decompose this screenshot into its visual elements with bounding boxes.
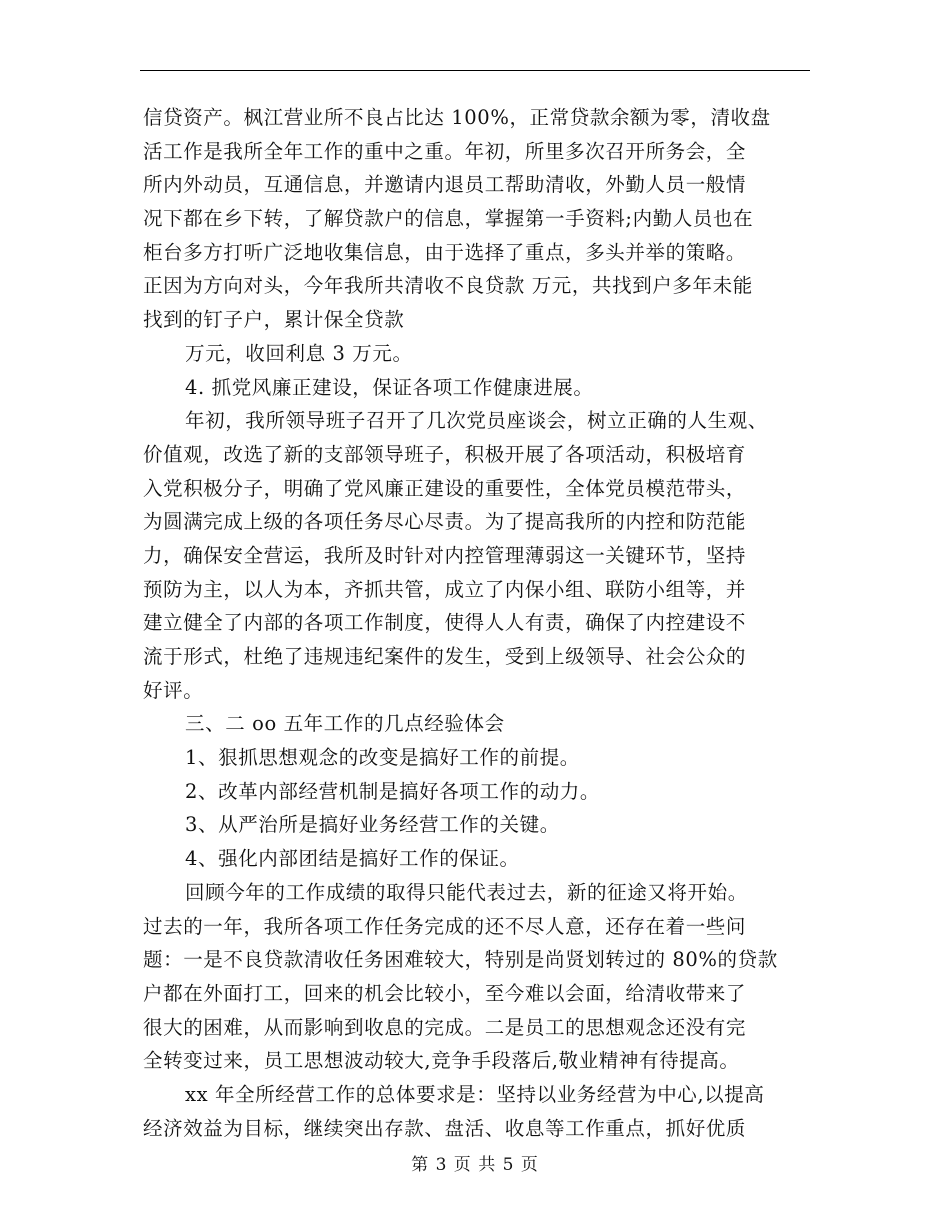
text-line: 柜台多方打听广泛地收集信息，由于选择了重点，多头并举的策略。 <box>143 240 747 264</box>
text-line: 3、从严治所是搞好业务经营工作的关键。 <box>185 813 560 837</box>
text-line: 活工作是我所全年工作的重中之重。年初，所里多次召开所务会，全 <box>143 139 747 163</box>
page-number: 第 3 页 共 5 页 <box>411 1155 539 1175</box>
text-line: 力，确保安全营运，我所及时针对内控管理薄弱这一关键环节，坚持 <box>143 543 747 567</box>
text-line: 过去的一年，我所各项工作任务完成的还不尽人意，还存在着一些问 <box>143 914 747 938</box>
text-line: 1、狠抓思想观念的改变是搞好工作的前提。 <box>185 746 580 770</box>
text-line: 建立健全了内部的各项工作制度，使得人人有责，确保了内控建设不 <box>143 611 747 635</box>
text-line: 回顾今年的工作成绩的取得只能代表过去，新的征途又将开始。 <box>185 880 748 904</box>
text-line: 户都在外面打工，回来的机会比较小，至今难以会面，给清收带来了 <box>143 981 747 1005</box>
text-line: 信贷资产。枫江营业所不良占比达 100%，正常贷款余额为零，清收盘 <box>143 106 771 129</box>
text-line: 很大的困难，从而影响到收息的完成。二是员工的思想观念还没有完 <box>143 1015 747 1039</box>
text-line: 4、强化内部团结是搞好工作的保证。 <box>185 847 520 871</box>
text-line: 所内外动员，互通信息，并邀请内退员工帮助清收，外勤人员一般情 <box>143 173 747 197</box>
text-line: 流于形式，杜绝了违规违纪案件的发生，受到上级领导、社会公众的 <box>143 645 747 668</box>
text-line: 入党积极分子，明确了党风廉正建设的重要性，全体党员模范带头， <box>143 476 747 500</box>
text-line: 正因为方向对头，今年我所共清收不良贷款 万元，共找到户多年未能 <box>143 274 753 298</box>
text-line: 找到的钉子户，累计保全贷款 <box>143 308 405 332</box>
text-line: 经济效益为目标，继续突出存款、盘活、收息等工作重点，抓好优质 <box>143 1116 747 1140</box>
text-line: 题：一是不良贷款清收任务困难较大，特别是尚贤划转过的 80%的贷款 <box>143 948 778 972</box>
text-line: 万元，收回利息 3 万元。 <box>185 341 413 365</box>
text-line: 为圆满完成上级的各项任务尽心尽责。为了提高我所的内控和防范能 <box>143 510 747 534</box>
text-line: 况下都在乡下转，了解贷款户的信息，掌握第一手资料;内勤人员也在 <box>143 207 754 231</box>
text-line: 三、二 oo 五年工作的几点经验体会 <box>185 712 505 736</box>
page-footer <box>0 1150 950 1175</box>
text-line: 价值观，改选了新的支部领导班子，积极开展了各项活动，积极培育 <box>143 442 747 466</box>
text-line: 全转变过来，员工思想波动较大,竞争手段落后,敬业精神有待提高。 <box>143 1049 740 1073</box>
text-line: xx 年全所经营工作的总体要求是：坚持以业务经营为中心,以提高 <box>185 1082 765 1106</box>
header-rule <box>140 70 810 71</box>
text-line: 好评。 <box>143 678 204 702</box>
text-line: 年初，我所领导班子召开了几次党员座谈会，树立正确的人生观、 <box>185 409 768 433</box>
document-body <box>143 101 815 1145</box>
text-line: 2、改革内部经营机制是搞好各项工作的动力。 <box>185 779 601 803</box>
text-line: 预防为主，以人为本，齐抓共管，成立了内保小组、联防小组等，并 <box>143 577 747 601</box>
text-line: 4. 抓党风廉正建设，保证各项工作健康进展。 <box>185 375 594 399</box>
